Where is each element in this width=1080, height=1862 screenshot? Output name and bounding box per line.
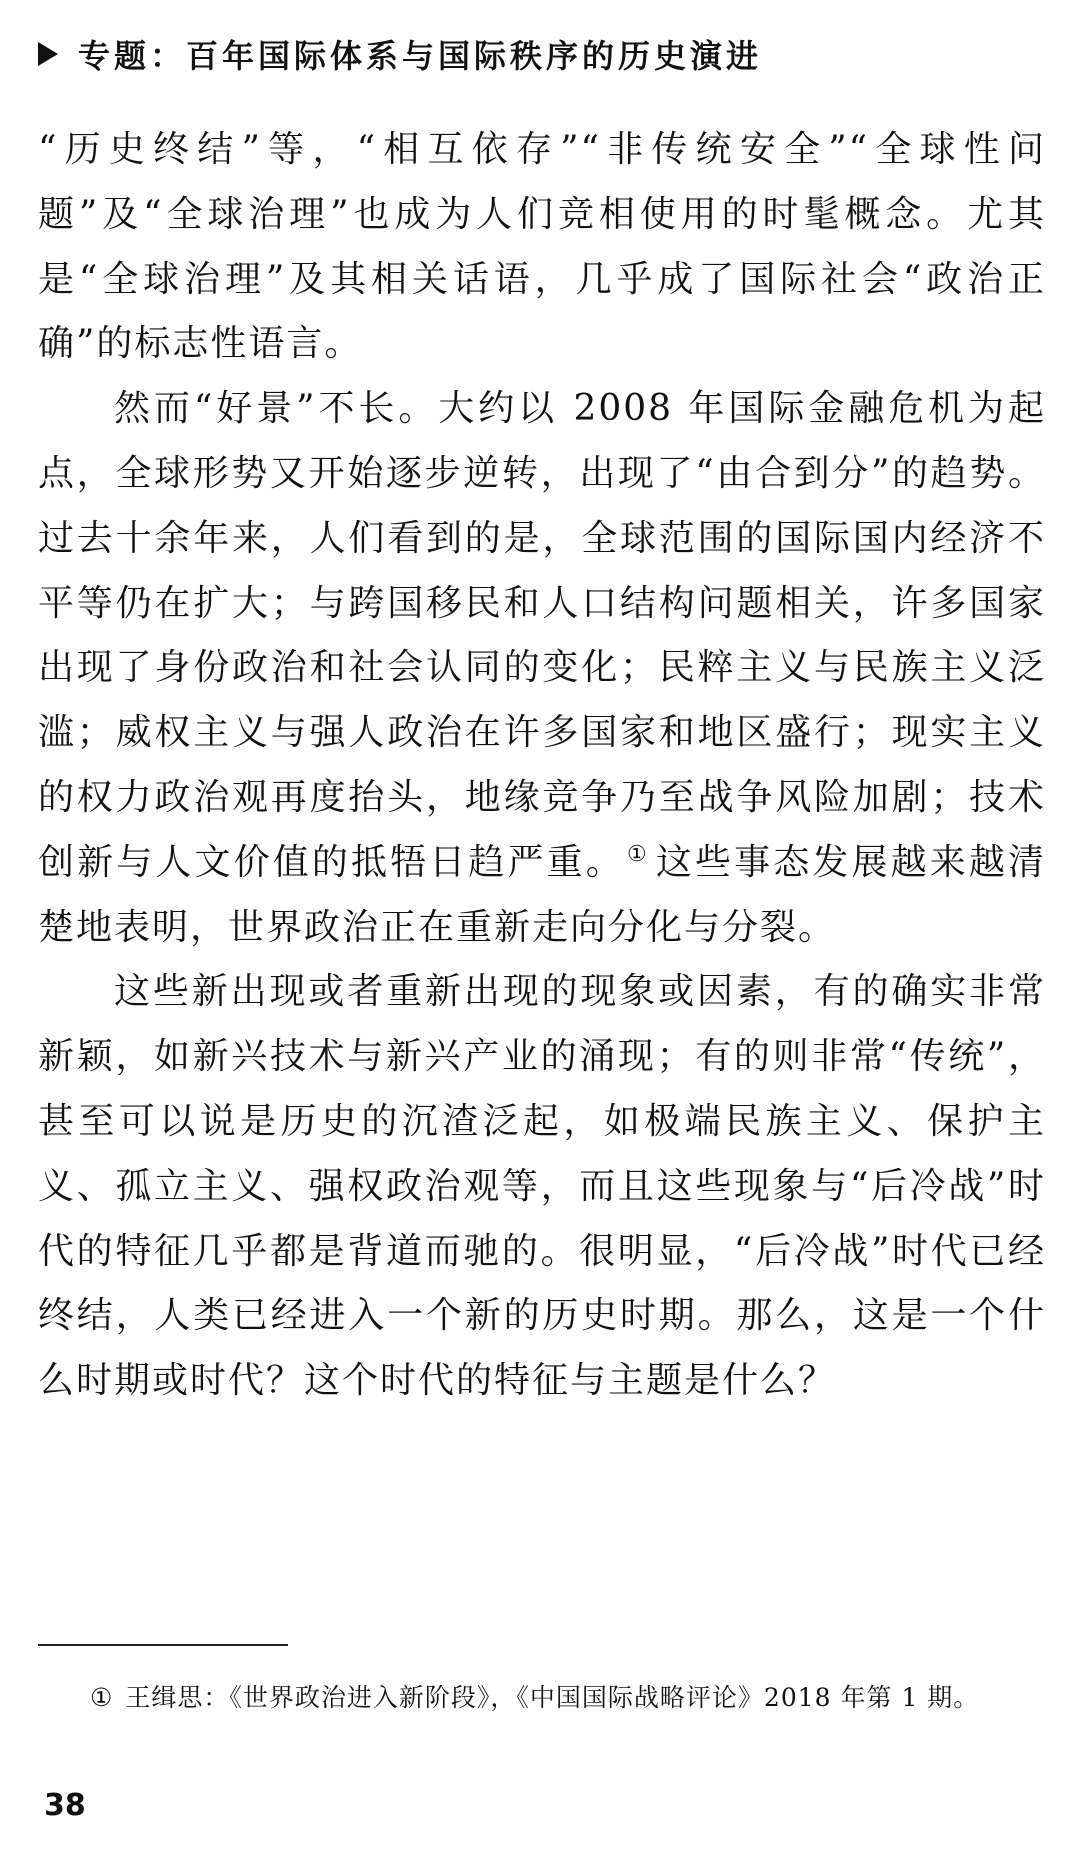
body-text: [38, 118, 1046, 1414]
footnote-reference[interactable]: ①: [626, 841, 650, 867]
running-header: [38, 30, 762, 78]
footnote-text: 王缉思：《世界政治进入新阶段》，《中国国际战略评论》2018 年第 1 期。: [125, 1683, 980, 1712]
footnote: [38, 1674, 1046, 1722]
paragraph-2: [38, 377, 1046, 960]
page-number: 38: [44, 1788, 86, 1823]
paragraph-2-text-after-ref: 这些事态发展越来越清楚地表明，世界政治正在重新走向分化与分裂。: [38, 841, 1046, 948]
footnote-divider: [38, 1644, 288, 1646]
triangle-right-icon: [38, 42, 58, 66]
footnote-marker: ①: [90, 1683, 114, 1712]
paragraph-1: “历史终结”等，“相互依存”“非传统安全”“全球性问题”及“全球治理”也成为人们竞相使用的时髦概念。尤其是“全球治理”及其相关话语，几乎成了国际社会“政治正确”的标志性语言。: [38, 129, 1046, 365]
paragraph-2-text-before-ref: 然而“好景”不长。大约以 2008 年国际金融危机为起点，全球形势又开始逐步逆转，出现了“由合到分”的趋势。过去十余年来，人们看到的是，全球范围的国际国内经济不平等仍在扩大；与跨国移民和人口结构问题相关，许多国家出现了身份政治和社会认同的变化；民粹主义与民族主义泛滥；威权主义与强人政治在许多国家和地区盛行；现实主义的权力政治观再度抬头，地缘竞争乃至战争风险加剧；技术创新与人文价值的抵牾日趋严重。: [38, 388, 1046, 883]
header-title: 专题：百年国际体系与国际秩序的历史演进: [78, 37, 763, 75]
paragraph-3: 这些新出现或者重新出现的现象或因素，有的确实非常新颖，如新兴技术与新兴产业的涌现；有的则非常“传统”，甚至可以说是历史的沉渣泛起，如极端民族主义、保护主义、孤立主义、强权政治观等，而且这些现象与“后冷战”时代的特征几乎都是背道而驰的。很明显，“后冷战”时代已经终结，人类已经进入一个新的历史时期。那么，这是一个什么时期或时代？这个时代的特征与主题是什么？: [38, 971, 1046, 1402]
